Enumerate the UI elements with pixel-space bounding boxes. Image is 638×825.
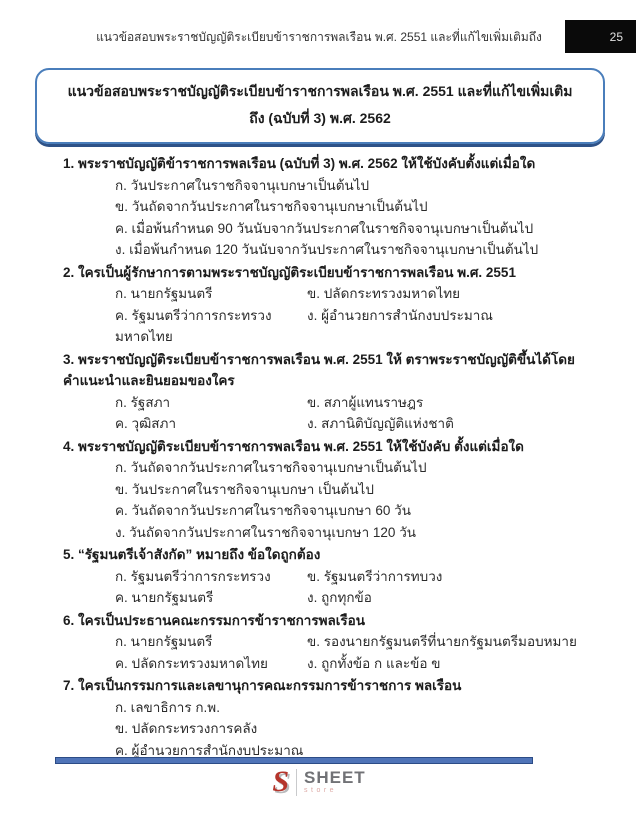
answer-option: ค. ผู้อำนวยการสำนักงบประมาณ: [115, 742, 304, 758]
answer-option: ค. วุฒิสภา: [115, 416, 177, 431]
answer-option: ง. ถูกทั้งข้อ ก และข้อ ข: [307, 655, 441, 671]
question-text: 7. ใครเป็นกรรมการและเลขานุการคณะกรรมการข้าราชการ พลเรือน: [63, 678, 462, 693]
question-options: [63, 697, 580, 762]
document-title-box: [35, 68, 605, 144]
answer-option: ค. รัฐมนตรีว่าการกระทรวงมหาดไทย: [115, 307, 272, 344]
logo-divider: [296, 769, 297, 796]
page-header: [0, 0, 638, 55]
answer-option: ก. นายกรัฐมนตรี: [115, 634, 213, 649]
question-text: 5. “รัฐมนตรีเจ้าสังกัด” หมายถึง ข้อใดถูกต้อง: [63, 547, 321, 562]
answer-option: ก. นายกรัฐมนตรี: [115, 286, 213, 301]
question-text: 1. พระราชบัญญัติข้าราชการพลเรือน (ฉบับที่ 3) พ.ศ. 2562 ให้ใช้บังคับตั้งแต่เมื่อใด: [63, 156, 536, 171]
sheet-store-logo-icon: S: [272, 765, 289, 798]
answer-option: ง. วันถัดจากวันประกาศในราชกิจจานุเบกษา 120 วัน: [115, 524, 417, 540]
answer-option: ข. วันถัดจากวันประกาศในราชกิจจานุเบกษาเป็นต้นไป: [115, 199, 428, 214]
answer-option: ก. รัฐมนตรีว่าการกระทรวง: [115, 568, 271, 584]
answer-option: ค. วันถัดจากวันประกาศในราชกิจจานุเบกษา 60 วัน: [115, 503, 411, 518]
question-options: [63, 283, 580, 348]
question-text: 3. พระราชบัญญัติระเบียบข้าราชการพลเรือน พ.ศ. 2551 ให้ ตราพระราชบัญญัติขึ้นได้โดยคำแนะนำและยินยอมของใคร: [63, 351, 575, 388]
running-header-title: แนวข้อสอบพระราชบัญญัติระเบียบข้าราชการพลเรือน พ.ศ. 2551 และที่แก้ไขเพิ่มเติมถึง: [96, 30, 542, 44]
logo-brand-subtitle: store: [304, 787, 338, 794]
answer-option: ง. ถูกทุกข้อ: [307, 590, 372, 605]
logo-brand-name: SHEET: [304, 768, 366, 787]
question-options: [63, 457, 580, 543]
answer-option: ก. รัฐสภา: [115, 394, 171, 410]
question-options: [63, 175, 580, 261]
answer-option: ง. ผู้อำนวยการสำนักงบประมาณ: [307, 307, 493, 323]
question-block: [63, 262, 580, 348]
question-block: [63, 610, 580, 675]
question-block: [63, 436, 580, 544]
answer-option: ก. วันถัดจากวันประกาศในราชกิจจานุเบกษาเป็นต้นไป: [115, 460, 427, 475]
answer-option: ข. ปลัดกระทรวงมหาดไทย: [307, 286, 461, 301]
question-options: [63, 392, 580, 435]
sheet-store-logo: [0, 767, 638, 797]
question-block: [63, 153, 580, 261]
answer-option: ง. เมื่อพ้นกำหนด 120 วันนับจากวันประกาศในราชกิจจานุเบกษาเป็นต้นไป: [115, 242, 539, 257]
answer-option: ค. เมื่อพ้นกำหนด 90 วันนับจากวันประกาศในราชกิจจานุเบกษาเป็นต้นไป: [115, 220, 534, 236]
answer-option: ข. ปลัดกระทรวงการคลัง: [115, 721, 258, 736]
question-text: 6. ใครเป็นประธานคณะกรรมการข้าราชการพลเรือน: [63, 612, 365, 628]
question-options: [63, 566, 580, 609]
question-text: 4. พระราชบัญญัติระเบียบข้าราชการพลเรือน พ.ศ. 2551 ให้ใช้บังคับ ตั้งแต่เมื่อใด: [63, 438, 524, 454]
page-number: 25: [609, 29, 623, 44]
answer-option: ก. วันประกาศในราชกิจจานุเบกษาเป็นต้นไป: [115, 177, 370, 193]
answer-option: ข. วันประกาศในราชกิจจานุเบกษา เป็นต้นไป: [115, 481, 374, 497]
answer-option: ค. นายกรัฐมนตรี: [115, 590, 214, 605]
page-number-badge: [565, 20, 636, 53]
answer-option: ข. สภาผู้แทนราษฎร: [307, 394, 424, 410]
footer-divider-bar: [55, 757, 533, 764]
questions-list: [63, 153, 580, 761]
question-block: [63, 544, 580, 609]
logo-wordmark: [304, 769, 366, 795]
question-block: [63, 675, 580, 761]
answer-option: ง. สภานิติบัญญัติแห่งชาติ: [307, 416, 454, 431]
answer-option: ข. รองนายกรัฐมนตรีที่นายกรัฐมนตรีมอบหมาย: [307, 634, 577, 649]
question-options: [63, 631, 580, 674]
question-block: [63, 349, 580, 435]
answer-option: ข. รัฐมนตรีว่าการทบวง: [307, 568, 443, 584]
answer-option: ก. เลขาธิการ ก.พ.: [115, 699, 220, 715]
answer-option: ค. ปลัดกระทรวงมหาดไทย: [115, 655, 268, 671]
question-text: 2. ใครเป็นผู้รักษาการตามพระราชบัญญัติระเบียบข้าราชการพลเรือน พ.ศ. 2551: [63, 264, 516, 280]
document-title: แนวข้อสอบพระราชบัญญัติระเบียบข้าราชการพลเรือน พ.ศ. 2551 และที่แก้ไขเพิ่มเติมถึง (ฉบับที่ 3) พ.ศ. 2562: [67, 83, 573, 126]
